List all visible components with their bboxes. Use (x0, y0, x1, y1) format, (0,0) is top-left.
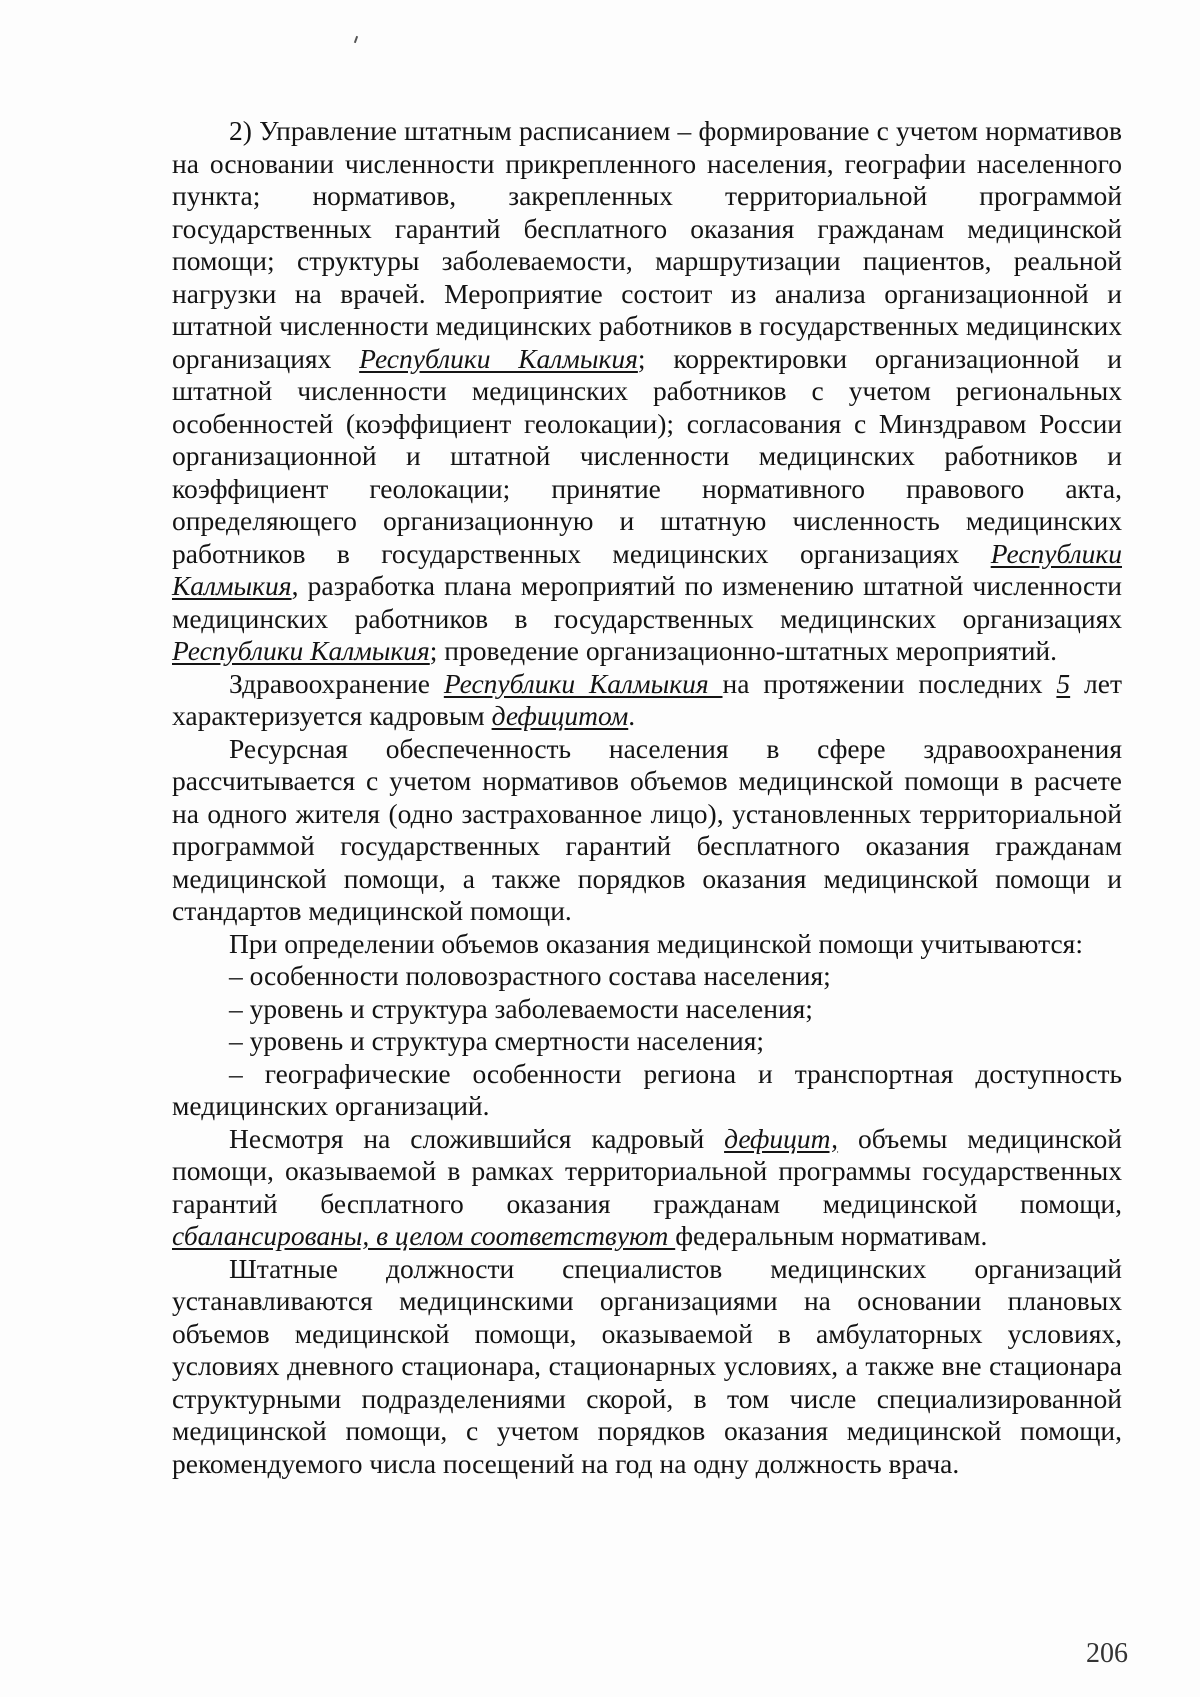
document-body (172, 115, 1122, 1480)
underlined-text: Республики Калмыкия (359, 342, 638, 374)
list-item-morbidity (172, 993, 1122, 1026)
paragraph-balanced-volumes (172, 1123, 1122, 1253)
text-run: Штатные должности специалистов медицинских организаций устанавливаются медицинскими организациями на основании плановых объемов медицинской помощи, оказываемой в амбулаторных условиях, условиях дневного стационара, стационарных условиях, а также вне стационара структурными подразделениями скорой, в том числе специализированной медицинской помощи, с учетом порядков оказания медицинской помощи, рекомендуемого числа посещений на год на одну должность врача. (172, 1252, 1122, 1479)
paragraph-resource-provision (172, 733, 1122, 928)
text-run: – уровень и структура заболеваемости населения; (229, 992, 813, 1024)
text-run: на протяжении последних (722, 667, 1057, 699)
underlined-text: 5 (1056, 667, 1071, 699)
paragraph-staffing-management (172, 115, 1122, 668)
underlined-text: дефицит, (724, 1122, 839, 1154)
text-run: лет характеризуется кадровым (172, 667, 1122, 731)
text-run: – уровень и структура смертности населения; (229, 1025, 765, 1056)
text-run: ; корректировки организационной и штатной численности медицинских работников с учетом региональных особенностей (коэффициент геолокации); согласования с Минздравом России организационной и штатной численности медицинских работников и коэффициент геолокации; принятие нормативного правового акта, определяющего организационную и штатную численность медицинских работников в государственных медицинских организациях (172, 342, 1122, 569)
text-run: Несмотря на сложившийся кадровый (229, 1122, 725, 1154)
text-run: – особенности половозрастного состава населения; (229, 960, 831, 991)
text-run: ; проведение организационно-штатных мероприятий. (429, 635, 1058, 666)
text-run: – географические особенности региона и транспортная доступность медицинских организаций. (172, 1057, 1122, 1121)
paragraph-volume-factors-intro (172, 928, 1122, 961)
list-item-mortality (172, 1025, 1122, 1058)
text-run: Ресурсная обеспеченность населения в сфере здравоохранения рассчитывается с учетом нормативов объемов медицинской помощи в расчете на одного жителя (одно застрахованное лицо), установленных территориальной программой государственных гарантий бесплатного оказания гражданам медицинской помощи, а также порядков оказания медицинской помощи и стандартов медицинской помощи. (172, 732, 1122, 926)
underlined-text: дефицитом (491, 700, 629, 731)
text-run: Здравоохранение (229, 667, 444, 699)
list-item-age-sex-structure (172, 960, 1122, 993)
underlined-text: Республики Калмыкия (172, 537, 1122, 601)
paragraph-staff-positions (172, 1253, 1122, 1481)
scan-speck (354, 36, 358, 43)
text-run: объемы медицинской помощи, оказываемой в рамках территориальной программы государственных гарантий бесплатного оказания гражданам медицинской помощи, (172, 1122, 1122, 1219)
paragraph-staff-deficit (172, 668, 1122, 733)
text-run: . (628, 700, 636, 731)
underlined-text: сбалансированы, в целом соответствуют (172, 1220, 676, 1251)
list-item-geography (172, 1058, 1122, 1123)
text-run: федеральным нормативам. (675, 1220, 988, 1251)
underlined-text: Республики Калмыкия (172, 635, 430, 666)
page-number: 206 (1086, 1638, 1128, 1669)
underlined-text: Республики Калмыкия (443, 667, 723, 699)
text-run: , разработка плана мероприятий по изменению штатной численности медицинских работников в государственных медицинских организациях (172, 570, 1122, 634)
text-run: 2) Управление штатным расписанием – формирование с учетом нормативов на основании численности прикрепленного населения, географии населенного пункта; нормативов, закрепленных территориальной программой государственных гарантий бесплатного оказания гражданам медицинской помощи; структуры заболеваемости, маршрутизации пациентов, реальной нагрузки на врачей. Мероприятие состоит из анализа организационной и штатной численности медицинских работников в государственных медицинских организациях (172, 115, 1122, 374)
text-run: При определении объемов оказания медицинской помощи учитываются: (229, 927, 1083, 959)
